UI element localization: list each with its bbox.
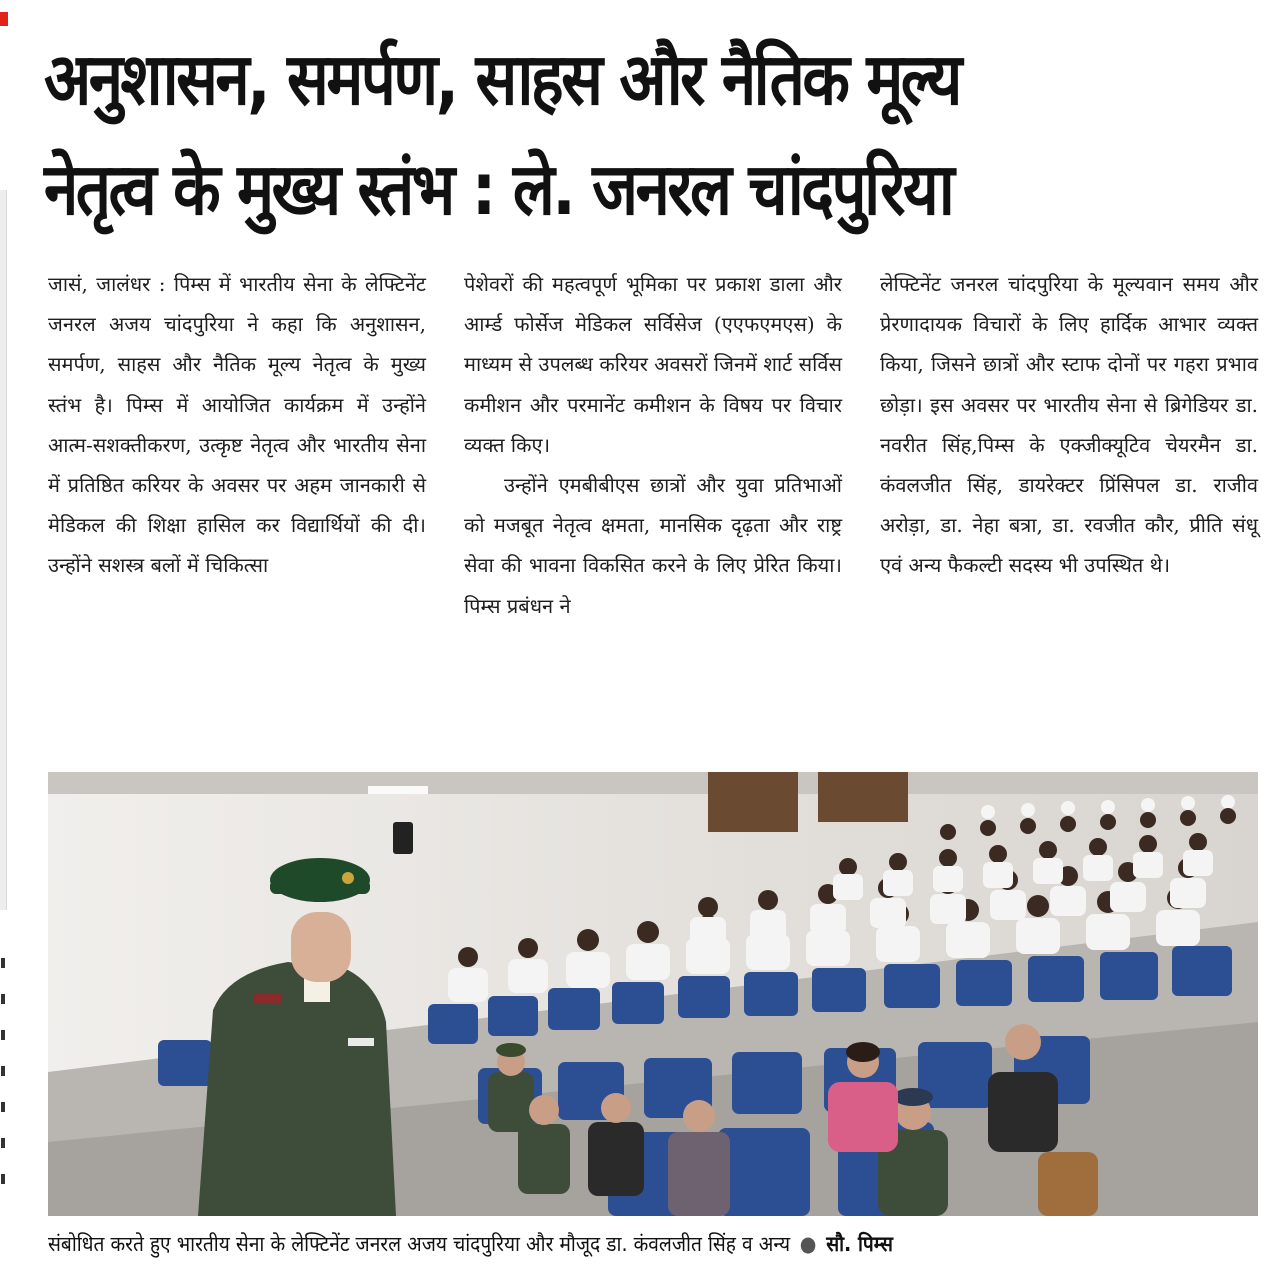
caption-bullet: ● [799, 1232, 817, 1256]
event-photo [48, 772, 1258, 1216]
column-2-paragraph-1: पेशेवरों की महत्वपूर्ण भूमिका पर प्रकाश डाला और आर्म्ड फोर्सेज मेडिकल सर्विसेज (एएफएमएस) के माध्यम से उपलब्ध करियर अवसरों जिनमें शार्ट सर्विस कमीशन और परमानेंट कमीशन के विषय पर विचार व्यक्त किए। [464, 272, 842, 457]
column-1-text: जासं, जालंधर : पिम्स में भारतीय सेना के लेफ्टिनेंट जनरल अजय चांदपुरिया ने कहा कि अनुशासन, समर्पण, साहस और नैतिक मूल्य नेतृत्व के मुख्य स्तंभ है। पिम्स में आयोजित कार्यक्रम में उन्होंने आत्म-सशक्तीकरण, उत्कृष्ट नेतृत्व और भारतीय सेना में प्रतिष्ठित करियर के अवसर पर अहम जानकारी से मेडिकल की शिक्षा हासिल कर विद्यार्थियों की दी। उन्होंने सशस्त्र बलों में चिकित्सा [48, 272, 426, 578]
red-corner-mark [0, 12, 8, 26]
body-column-2 [464, 264, 842, 754]
caption-text: संबोधित करते हुए भारतीय सेना के लेफ्टिनेंट जनरल अजय चांदपुरिया और मौजूद डा. कंवलजीत सिंह व अन्य [48, 1232, 791, 1256]
headline-line-1: अनुशासन, समर्पण, साहस और नैतिक मूल्य [44, 37, 960, 121]
auditorium-illustration [48, 772, 1258, 1216]
body-column-3 [880, 264, 1258, 754]
article-headline [44, 24, 1093, 244]
article-body [48, 264, 1258, 754]
headline-line-2: नेतृत्व के मुख्य स्तंभ : ले. जनरल चांदपुरिया [44, 147, 953, 231]
column-3-text: लेफ्टिनेंट जनरल चांदपुरिया के मूल्यवान समय और प्रेरणादायक विचारों के लिए हार्दिक आभार व्यक्त किया, जिसने छात्रों और स्टाफ दोनों पर गहरा प्रभाव छोड़ा। इस अवसर पर भारतीय सेना से ब्रिगेडियर डा. नवरीत सिंह,पिम्स के एक्जीक्यूटिव चेयरमैन डा. कंवलजीत सिंह, डायरेक्टर प्रिंसिपल डा. राजीव अरोड़ा, डा. नेहा बत्रा, डा. रवजीत कौर, प्रीति संधू एवं अन्य फैकल्टी सदस्य भी उपस्थित थे। [880, 272, 1258, 578]
adjacent-column-edge [0, 190, 7, 910]
photo-caption [48, 1224, 1149, 1264]
photo-credit: सौ. पिम्स [826, 1232, 893, 1256]
adjacent-column-text-fragments [0, 958, 8, 1228]
column-2-paragraph-2: उन्होंने एमबीबीएस छात्रों और युवा प्रतिभाओं को मजबूत नेतृत्व क्षमता, मानसिक दृढ़ता और राष्ट्र सेवा की भावना विकसित करने के लिए प्रेरित किया। पिम्स प्रबंधन ने [464, 473, 842, 618]
body-column-1 [48, 264, 426, 754]
